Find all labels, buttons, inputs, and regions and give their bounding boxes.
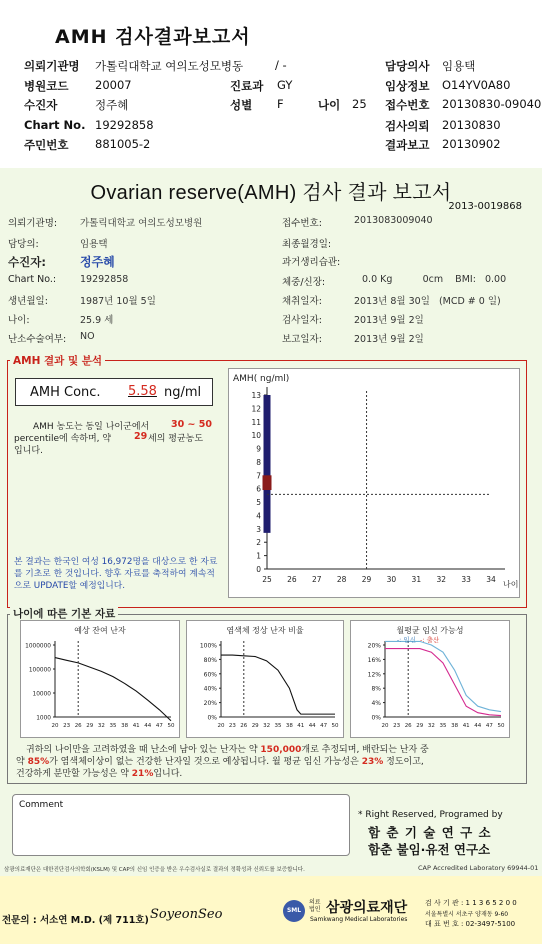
field-label: 담당의: xyxy=(8,239,39,250)
x-tick-label: 47 xyxy=(155,723,163,729)
x-tick-label: 32 xyxy=(436,575,446,584)
header-v1-3: 19292858 xyxy=(95,118,154,132)
header-v1-2: 정주혜 xyxy=(95,98,129,112)
x-tick-label: 29 xyxy=(361,575,372,584)
x-tick-label: 35 xyxy=(274,723,282,729)
y-tick-label: 4 xyxy=(256,511,261,521)
x-tick-label: 47 xyxy=(485,723,493,729)
x-tick-label: 23 xyxy=(63,723,71,729)
x-tick-label: 26 xyxy=(287,575,297,584)
mini-chart-title: 예상 잔여 난자 xyxy=(74,626,126,635)
amh-desc-3: 세의 평균농도 xyxy=(148,434,204,444)
comment-box xyxy=(12,794,350,856)
x-tick-label: 29 xyxy=(416,723,424,729)
amh-conc-label: AMH Conc. xyxy=(30,385,101,400)
y-tick-label: 80% xyxy=(203,656,217,664)
field-label: 수진자: xyxy=(8,255,46,269)
mini-chart-eggs xyxy=(20,620,180,738)
field-label: 나이: xyxy=(8,315,30,326)
header-k1-3: Chart No. xyxy=(24,118,86,132)
amh-conc-unit: ng/ml xyxy=(164,385,202,400)
x-tick-label: 31 xyxy=(411,575,422,584)
iqr-box xyxy=(263,475,272,490)
lab-address: 서울특별시 서초구 양재동 9-60 xyxy=(425,911,509,918)
summary-eggs: 150,000 xyxy=(260,745,302,755)
series-line xyxy=(385,649,501,716)
header-k1-2: 수진자 xyxy=(24,98,58,112)
field-value: 가톨릭대학교 여의도성모병원 xyxy=(80,218,203,229)
amh-data-note: 본 결과는 한국인 여성 16,972명을 대상으로 한 자료를 기초로 한 것입니다. 향후 자료를 축적하여 계속적으로 UPDATE할 예정입니다. xyxy=(14,557,218,591)
amh-equivalent-age: 29 xyxy=(134,431,148,442)
series-line xyxy=(221,655,335,714)
field-label: 채취일자: xyxy=(282,296,322,307)
header-k3-1: 임상정보 xyxy=(385,79,430,93)
header-k3-3: 검사의뢰 xyxy=(385,119,430,133)
lab-phone: 대 표 번 호 : 02-3497-5100 xyxy=(425,920,516,928)
header-v2-1: GY xyxy=(277,78,293,92)
x-tick-label: 38 xyxy=(451,723,459,729)
x-tick-label: 35 xyxy=(439,723,447,729)
range-bar xyxy=(264,395,271,533)
amh-chart xyxy=(229,369,519,597)
amh-conc-box xyxy=(15,378,213,406)
summary-text: 정도이고, xyxy=(386,757,424,767)
amh-desc-2: percentile에 속하며, 약 xyxy=(14,434,112,444)
field-value: 2013년 8월 30일 (MCD # 0 일) xyxy=(354,296,501,307)
mini-chart-normal xyxy=(186,620,344,738)
x-tick-label: 41 xyxy=(462,723,470,729)
y-tick-label: 4% xyxy=(371,700,381,708)
x-tick-label: 32 xyxy=(427,723,435,729)
y-tick-label: 12% xyxy=(367,671,381,679)
amh-report xyxy=(0,168,542,944)
y-tick-label: 3 xyxy=(256,524,261,534)
footer-band xyxy=(0,876,542,944)
header-v3-4: 20130902 xyxy=(442,137,501,151)
x-tick-label: 41 xyxy=(132,723,140,729)
field-value: 1987년 10월 5일 xyxy=(80,296,156,307)
x-tick-label: 34 xyxy=(486,575,496,584)
y-tick-label: 9 xyxy=(256,444,261,454)
y-tick-label: 20% xyxy=(203,700,217,708)
page-title: AMH 검사결과보고서 xyxy=(55,26,251,48)
header-k2-1: 진료과 xyxy=(230,79,264,93)
field-label: 최종월경일: xyxy=(282,239,332,250)
normal-chart xyxy=(187,621,343,737)
x-tick-label: 20 xyxy=(51,723,59,729)
mini-chart-title: 염색체 정상 난자 비율 xyxy=(226,626,304,635)
header-v3-3: 20130830 xyxy=(442,118,501,132)
org-line-2: 함춘 불임·유전 연구소 xyxy=(368,842,491,857)
header-v1-4: 881005-2 xyxy=(95,137,151,151)
y-tick-label: 1000 xyxy=(36,715,51,722)
x-tick-label: 23 xyxy=(228,723,236,729)
header-k2-0: / - xyxy=(275,58,287,72)
x-tick-label: 33 xyxy=(461,575,471,584)
header-v2-2: F xyxy=(277,97,284,111)
amh-conc-value: 5.58 xyxy=(128,384,157,399)
header-age-value: 25 xyxy=(352,97,367,111)
x-tick-label: 35 xyxy=(109,723,117,729)
summary-header xyxy=(0,0,542,160)
logo-subname: Samkwang Medical Laboratories xyxy=(310,916,408,923)
x-tick-label: 27 xyxy=(312,575,322,584)
header-k1-1: 병원코드 xyxy=(24,79,69,93)
field-value: 임용택 xyxy=(80,239,108,250)
header-k3-2: 접수번호 xyxy=(385,98,430,112)
x-tick-label: 38 xyxy=(285,723,293,729)
cap-accreditation: CAP Accredited Laboratory 69944-01 xyxy=(418,864,539,872)
x-tick-label: 23 xyxy=(393,723,401,729)
x-tick-label: 47 xyxy=(320,723,328,729)
series-line xyxy=(55,658,171,721)
summary-birth-pct: 21% xyxy=(131,769,154,779)
field-label: Chart No.: xyxy=(8,274,57,285)
y-tick-label: 0% xyxy=(207,714,217,722)
field-label: 생년월일: xyxy=(8,296,48,307)
y-tick-label: 2 xyxy=(256,538,261,548)
y-axis-label: AMH( ng/ml) xyxy=(233,374,290,384)
x-tick-label: 20 xyxy=(217,723,225,729)
y-tick-label: 7 xyxy=(256,471,261,481)
x-tick-label: 29 xyxy=(86,723,94,729)
summary-text: 건강하게 분만할 가능성은 약 xyxy=(16,769,129,779)
amh-desc-4: 입니다. xyxy=(14,446,43,456)
x-tick-label: 50 xyxy=(167,723,175,729)
logo-name: 삼광의료재단 xyxy=(326,900,408,916)
x-tick-label: 26 xyxy=(404,723,412,729)
pregnancy-chart xyxy=(351,621,509,737)
field-value: 2013083009040 xyxy=(354,215,433,226)
summary-preg-pct: 23% xyxy=(361,757,384,767)
header-k2-2: 성별 xyxy=(230,98,253,112)
summary-normal-pct: 85% xyxy=(27,757,50,767)
summary-text: 귀하의 나이만을 고려하였을 때 난소에 남아 있는 난자는 약 xyxy=(26,745,258,755)
x-tick-label: 26 xyxy=(240,723,248,729)
x-tick-label: 26 xyxy=(74,723,82,729)
y-tick-label: 20% xyxy=(367,642,381,650)
field-value: 25.9 세 xyxy=(80,315,114,326)
y-tick-label: 100% xyxy=(199,642,217,650)
x-tick-label: 50 xyxy=(331,723,339,729)
x-tick-label: 30 xyxy=(386,575,397,584)
header-k3-4: 결과보고 xyxy=(385,138,430,152)
legend-item: -: 임신 xyxy=(396,636,416,644)
amh-desc-1: AMH 농도는 동일 나이군에서 xyxy=(33,422,150,432)
x-tick-label: 44 xyxy=(474,723,482,729)
report-title: Ovarian reserve(AMH) 검사 결과 보고서 xyxy=(90,182,452,204)
x-axis-label: 나이 xyxy=(503,580,519,589)
summary-text: 입니다. xyxy=(153,769,183,779)
amh-section-label: AMH 결과 및 분석 xyxy=(10,353,105,368)
legend-item: -: 출산 xyxy=(420,636,440,644)
field-label: 과거생리습관: xyxy=(282,257,341,268)
y-tick-label: 13 xyxy=(251,391,261,400)
field-value: 0.0 Kg 0cm BMI: 0.00 xyxy=(362,274,507,285)
y-tick-label: 1 xyxy=(256,551,261,561)
x-tick-label: 28 xyxy=(336,575,347,584)
x-tick-label: 44 xyxy=(308,723,316,729)
field-label: 체중/신장: xyxy=(282,277,326,288)
x-tick-label: 25 xyxy=(262,575,272,584)
field-value: NO xyxy=(80,331,95,342)
header-k3-0: 담당의사 xyxy=(385,59,430,73)
header-k1-0: 의뢰기관명 xyxy=(24,59,80,73)
x-tick-label: 38 xyxy=(121,723,129,729)
y-tick-label: 16% xyxy=(367,656,381,664)
y-tick-label: 12 xyxy=(251,404,261,414)
field-label: 보고일자: xyxy=(282,334,322,345)
y-tick-label: 10 xyxy=(251,431,261,441)
x-tick-label: 44 xyxy=(144,723,152,729)
x-tick-label: 20 xyxy=(381,723,389,729)
y-tick-label: 0% xyxy=(371,714,381,722)
y-tick-label: 40% xyxy=(203,685,217,693)
y-tick-label: 8% xyxy=(371,685,381,693)
x-tick-label: 32 xyxy=(263,723,271,729)
y-tick-label: 10000 xyxy=(32,691,51,698)
x-tick-label: 29 xyxy=(251,723,259,729)
field-label: 의뢰기관명: xyxy=(8,218,58,229)
header-v1-0: 가톨릭대학교 여의도성모병동 xyxy=(95,59,244,73)
y-tick-label: 11 xyxy=(251,417,261,427)
mini-chart-pregnancy xyxy=(350,620,510,738)
logo-prefix: 의료법인 xyxy=(309,899,321,913)
y-tick-label: 1000000 xyxy=(25,643,51,650)
field-label: 난소수술여부: xyxy=(8,334,67,345)
y-tick-label: 8 xyxy=(256,457,261,467)
age-section-label: 나이에 따른 기본 자료 xyxy=(10,606,118,621)
rights-text: * Right Reserved, Programed by xyxy=(358,810,503,820)
summary-text: 개로 추정되며, 배란되는 난자 중 xyxy=(301,745,429,755)
field-label: 접수번호: xyxy=(282,218,322,229)
x-tick-label: 41 xyxy=(297,723,305,729)
x-tick-label: 50 xyxy=(497,723,505,729)
footer-notice: 삼광의료재단은 대한진단검사의학회(KSLM) 및 CAP의 신임 인증을 받은 우수검사실로 결과의 정확성과 신뢰도를 보증합니다. xyxy=(4,867,305,873)
patient-name: 정주혜 xyxy=(80,255,115,269)
header-v1-1: 20007 xyxy=(95,78,132,92)
lab-code: 검 사 기 관 : 1 1 3 6 5 2 0 0 xyxy=(425,899,517,907)
field-value: 2013년 9월 2일 xyxy=(354,334,424,345)
y-tick-label: 6 xyxy=(256,484,261,494)
y-tick-label: 60% xyxy=(203,671,217,679)
y-tick-label: 0 xyxy=(256,565,261,574)
header-v3-2: 20130830-09040 xyxy=(442,97,542,111)
summary-text: 가 염색체이상이 없는 건강한 난자일 것으로 예상됩니다. 월 평균 임신 가능성은 xyxy=(49,757,359,767)
report-id: 2013-0019868 xyxy=(448,201,522,212)
org-line-1: 함 춘 기 술 연 구 소 xyxy=(368,825,492,840)
comment-label: Comment xyxy=(19,800,64,810)
field-value: 2013년 9월 2일 xyxy=(354,315,424,326)
doctor-name: 전문의 : 서소연 M.D. (제 711호) xyxy=(2,915,149,926)
mini-chart-title: 월평균 임신 가능성 xyxy=(396,626,464,635)
y-tick-label: 5 xyxy=(256,498,261,508)
field-value: 19292858 xyxy=(80,274,129,285)
age-summary xyxy=(16,744,526,780)
header-v3-0: 임용택 xyxy=(442,59,476,73)
sml-logo-icon: SML xyxy=(283,900,305,922)
header-age-label: 나이 xyxy=(318,98,341,112)
doctor-signature: SoyeonSeo xyxy=(150,907,223,922)
summary-text: 약 xyxy=(16,757,25,767)
y-tick-label: 100000 xyxy=(28,667,51,674)
amh-percentile: 30 ~ 50 xyxy=(171,419,213,430)
header-v3-1: O14YV0A80 xyxy=(442,78,511,92)
amh-chart-panel xyxy=(228,368,520,598)
eggs-chart xyxy=(21,621,179,737)
series-line xyxy=(385,641,501,711)
x-tick-label: 32 xyxy=(97,723,105,729)
field-label: 검사일자: xyxy=(282,315,322,326)
header-k1-4: 주민번호 xyxy=(24,138,69,152)
